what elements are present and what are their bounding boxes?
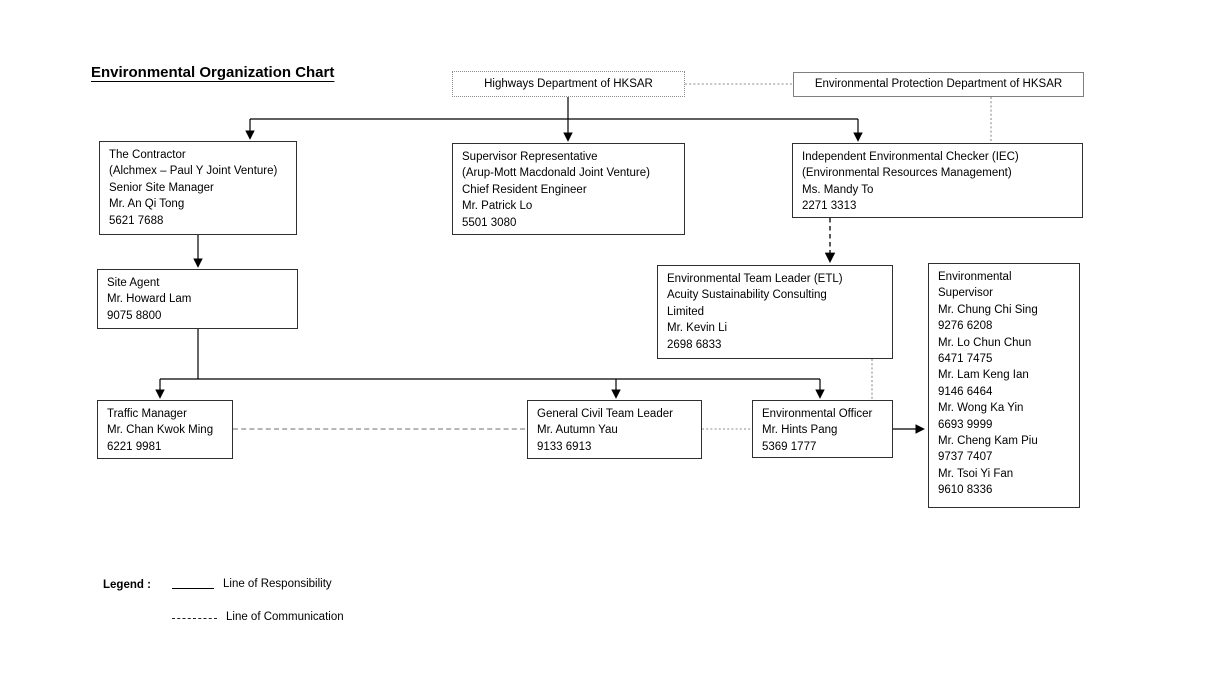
text-line: Mr. Patrick Lo [462, 200, 533, 213]
text-line: Mr. Lam Keng Ian [938, 369, 1029, 382]
text-line: Mr. Wong Ka Yin [938, 402, 1024, 415]
text-line: 5369 1777 [762, 440, 817, 453]
page-title: Environmental Organization Chart [91, 64, 335, 81]
text-line: Mr. An Qi Tong [109, 198, 185, 211]
legend-responsibility-text: Line of Responsibility [223, 578, 332, 590]
text-line: Supervisor Representative [462, 151, 598, 163]
text-line: Limited [667, 305, 705, 318]
text-line: Mr. Chung Chi Sing [938, 303, 1038, 316]
text-line: 9133 6913 [537, 440, 592, 453]
text-line: Highways Department of HKSAR [484, 77, 653, 90]
text-line: Mr. Lo Chun Chun [938, 336, 1032, 349]
solid-line-sample [172, 588, 214, 589]
node-environmental-supervisor [928, 263, 1080, 508]
text-line: (Alchmex – Paul Y Joint Venture) [109, 165, 278, 178]
text-line: 2698 6833 [667, 338, 722, 351]
text-line: 5501 3080 [462, 216, 517, 229]
text-line: The Contractor [109, 149, 186, 161]
node-general-civil-team-leader [527, 400, 702, 459]
text-line: Chief Resident Engineer [462, 183, 587, 196]
text-line: 9075 8800 [107, 309, 162, 322]
node-contractor [99, 141, 297, 235]
text-line: Site Agent [107, 277, 160, 289]
node-supervisor-representative [452, 143, 685, 235]
legend-item-responsibility [172, 578, 332, 590]
node-site-agent [97, 269, 298, 329]
text-line: Mr. Cheng Kam Piu [938, 435, 1038, 448]
text-line: Environmental Officer [762, 408, 873, 420]
text-line: Mr. Hints Pang [762, 424, 838, 437]
legend-communication-text: Line of Communication [226, 611, 344, 623]
node-environmental-officer [752, 400, 893, 458]
text-line: 6221 9981 [107, 440, 162, 453]
text-line: Mr. Howard Lam [107, 293, 192, 306]
text-line: Senior Site Manager [109, 181, 214, 194]
text-line: Mr. Autumn Yau [537, 424, 618, 437]
text-line: 9737 7407 [938, 451, 993, 464]
text-line: (Environmental Resources Management) [802, 167, 1012, 180]
text-line: Mr. Chan Kwok Ming [107, 424, 214, 437]
text-line: Acuity Sustainability Consulting [667, 289, 827, 302]
node-environmental-protection-department [793, 72, 1084, 97]
node-highways-department [452, 71, 685, 97]
text-line: Environmental Protection Department of HKSAR [814, 78, 1063, 91]
text-line: Independent Environmental Checker (IEC) [802, 151, 1019, 163]
dashed-line-sample [172, 618, 217, 619]
text-line: Environmental Team Leader (ETL) [667, 273, 843, 285]
text-line: 5621 7688 [109, 214, 164, 227]
node-independent-environmental-checker [792, 143, 1083, 218]
text-line: Ms. Mandy To [802, 183, 874, 196]
legend-label: Legend : [103, 579, 151, 591]
text-line: 6471 7475 [938, 353, 993, 366]
text-line: Environmental [938, 271, 1012, 283]
text-line: 6693 9999 [938, 418, 993, 431]
node-traffic-manager [97, 400, 233, 459]
text-line: 9276 6208 [938, 320, 993, 333]
text-line: Traffic Manager [107, 408, 187, 420]
text-line: 9146 6464 [938, 385, 993, 398]
legend-item-communication [172, 611, 344, 623]
text-line: General Civil Team Leader [537, 408, 673, 420]
node-environmental-team-leader [657, 265, 893, 359]
text-line: Mr. Tsoi Yi Fan [938, 467, 1014, 480]
text-line: Mr. Kevin Li [667, 322, 728, 335]
text-line: 2271 3313 [802, 200, 857, 213]
text-line: 9610 8336 [938, 484, 993, 497]
text-line: (Arup-Mott Macdonald Joint Venture) [462, 167, 650, 180]
text-line: Supervisor [938, 287, 993, 300]
